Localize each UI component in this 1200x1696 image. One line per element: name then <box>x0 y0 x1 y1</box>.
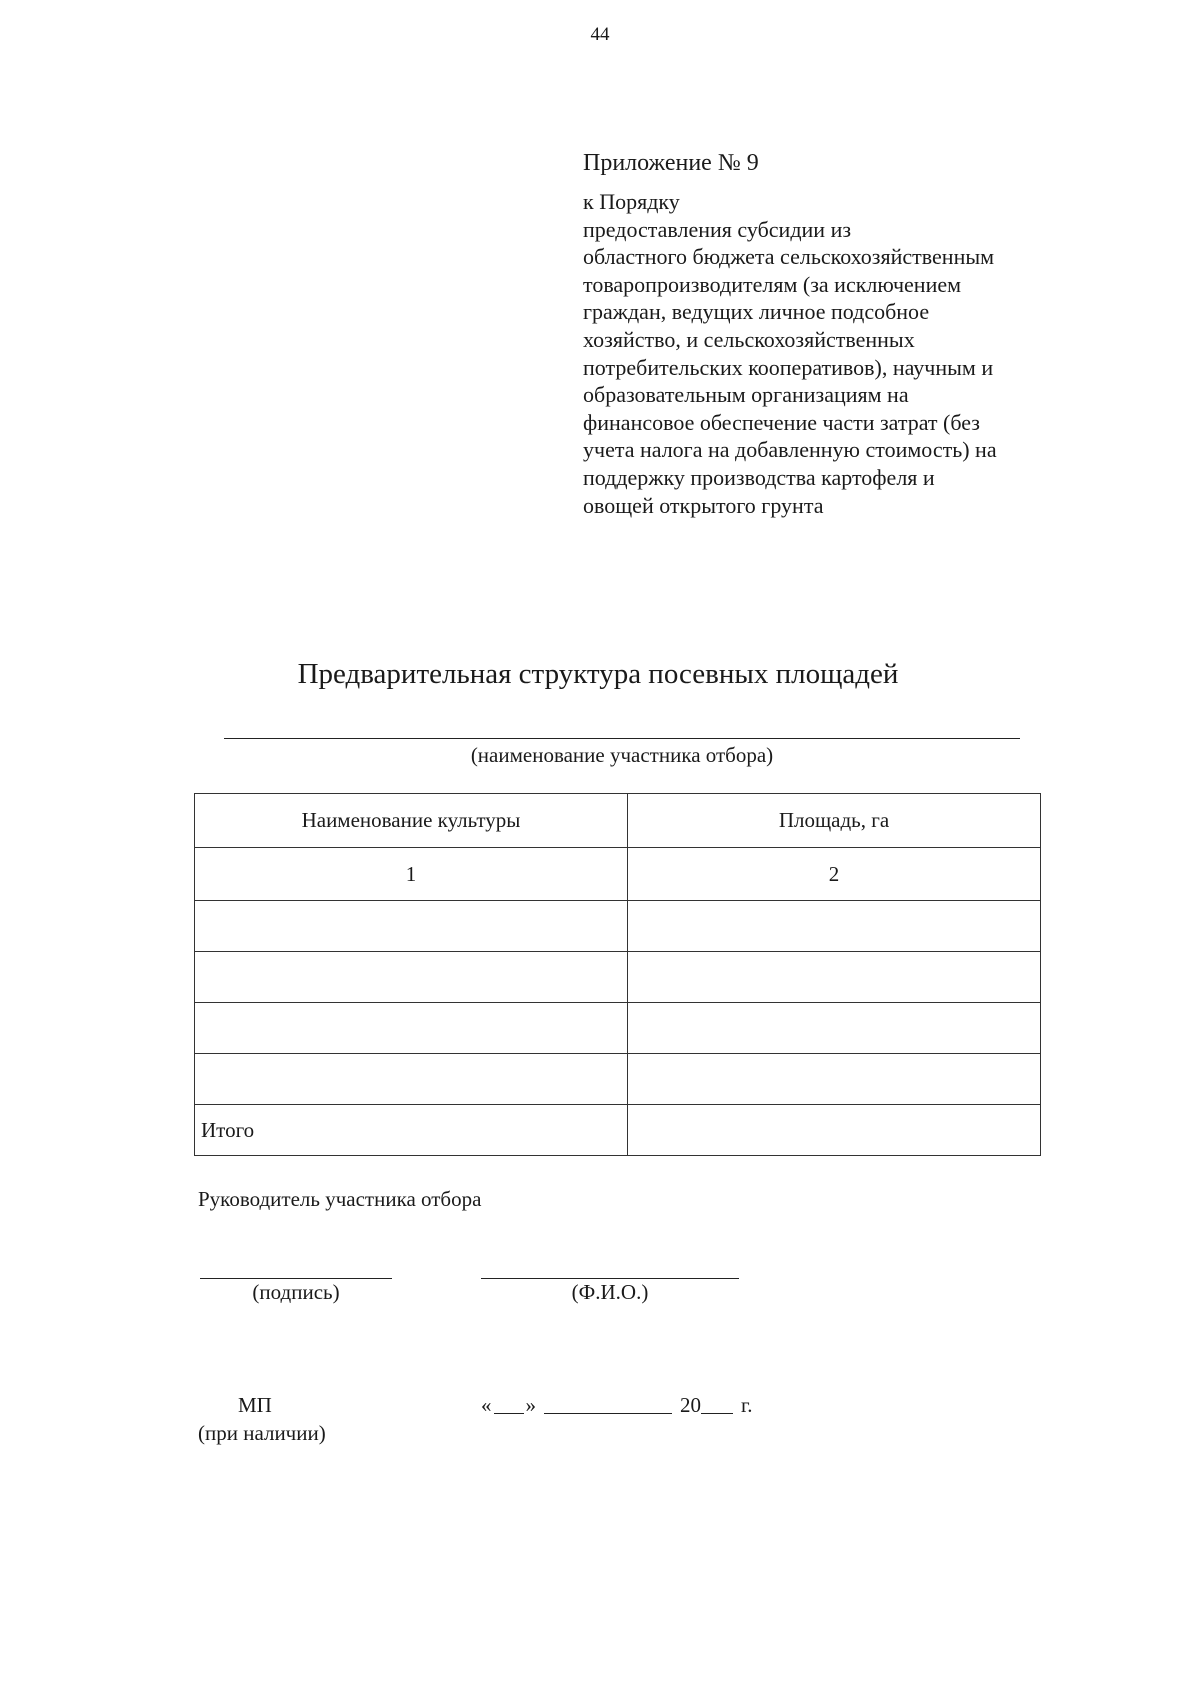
crop-name-cell[interactable] <box>195 1003 628 1054</box>
document-title-text: Предварительная структура посевных площадей <box>297 658 899 690</box>
signature-caption: (подпись) <box>252 1280 340 1304</box>
area-cell[interactable] <box>628 901 1041 952</box>
full-name-caption: (Ф.И.О.) <box>571 1280 649 1304</box>
table-row <box>195 1054 1041 1105</box>
total-value-cell[interactable] <box>628 1105 1041 1156</box>
appendix-line: финансовое обеспечение части затрат (без <box>583 409 980 435</box>
crop-area-table <box>194 793 1041 1156</box>
crop-name-cell[interactable] <box>195 952 628 1003</box>
participant-caption: (наименование участника отбора) <box>470 743 774 767</box>
appendix-line: поддержку производства картофеля и <box>583 464 935 490</box>
total-row <box>195 1105 1041 1156</box>
stamp-label: МП <box>238 1393 272 1417</box>
year-blank[interactable] <box>701 1412 733 1414</box>
head-of-participant-label: Руководитель участника отбора <box>198 1187 482 1211</box>
table-row <box>195 1003 1041 1054</box>
date-field <box>481 1393 753 1418</box>
area-cell[interactable] <box>628 1003 1041 1054</box>
column-number: 1 <box>195 848 628 901</box>
year-prefix: 20 <box>680 1393 701 1417</box>
area-cell[interactable] <box>628 952 1041 1003</box>
table-header-row <box>195 794 1041 848</box>
total-label: Итого <box>195 1105 628 1156</box>
year-suffix: г. <box>741 1393 753 1417</box>
header-area: Площадь, га <box>628 794 1041 848</box>
month-blank[interactable] <box>544 1412 672 1414</box>
appendix-line: овощей открытого грунта <box>583 492 824 518</box>
column-number: 2 <box>628 848 1041 901</box>
signature-line[interactable] <box>200 1278 392 1279</box>
appendix-line: областного бюджета сельскохозяйственным <box>583 244 995 270</box>
day-blank[interactable] <box>494 1412 524 1414</box>
stamp-note: (при наличии) <box>198 1421 326 1445</box>
appendix-line: хозяйство, и сельскохозяйственных <box>583 326 915 352</box>
appendix-line: образовательным организациям на <box>583 382 909 408</box>
column-number-row <box>195 848 1041 901</box>
appendix-line: потребительских кооперативов), научным и <box>583 354 994 380</box>
appendix-line: граждан, ведущих личное подсобное <box>583 299 930 325</box>
page-number: 44 <box>590 24 610 45</box>
date-open-quote: « <box>481 1393 492 1417</box>
date-close-quote: » <box>525 1393 536 1417</box>
crop-name-cell[interactable] <box>195 1054 628 1105</box>
appendix-line: к Порядку <box>583 189 680 214</box>
appendix-text <box>583 188 1103 519</box>
appendix-line: учета налога на добавленную стоимость) на <box>583 437 997 463</box>
appendix-line: товаропроизводителям (за исключением <box>583 271 962 297</box>
document-title <box>0 658 1200 691</box>
appendix-title: Приложение № 9 <box>583 150 759 176</box>
table-row <box>195 952 1041 1003</box>
appendix-line: предоставления субсидии из <box>583 216 852 242</box>
full-name-line[interactable] <box>481 1278 739 1279</box>
table-row <box>195 901 1041 952</box>
header-crop-name: Наименование культуры <box>195 794 628 848</box>
participant-name-line <box>224 738 1020 739</box>
crop-name-cell[interactable] <box>195 901 628 952</box>
area-cell[interactable] <box>628 1054 1041 1105</box>
